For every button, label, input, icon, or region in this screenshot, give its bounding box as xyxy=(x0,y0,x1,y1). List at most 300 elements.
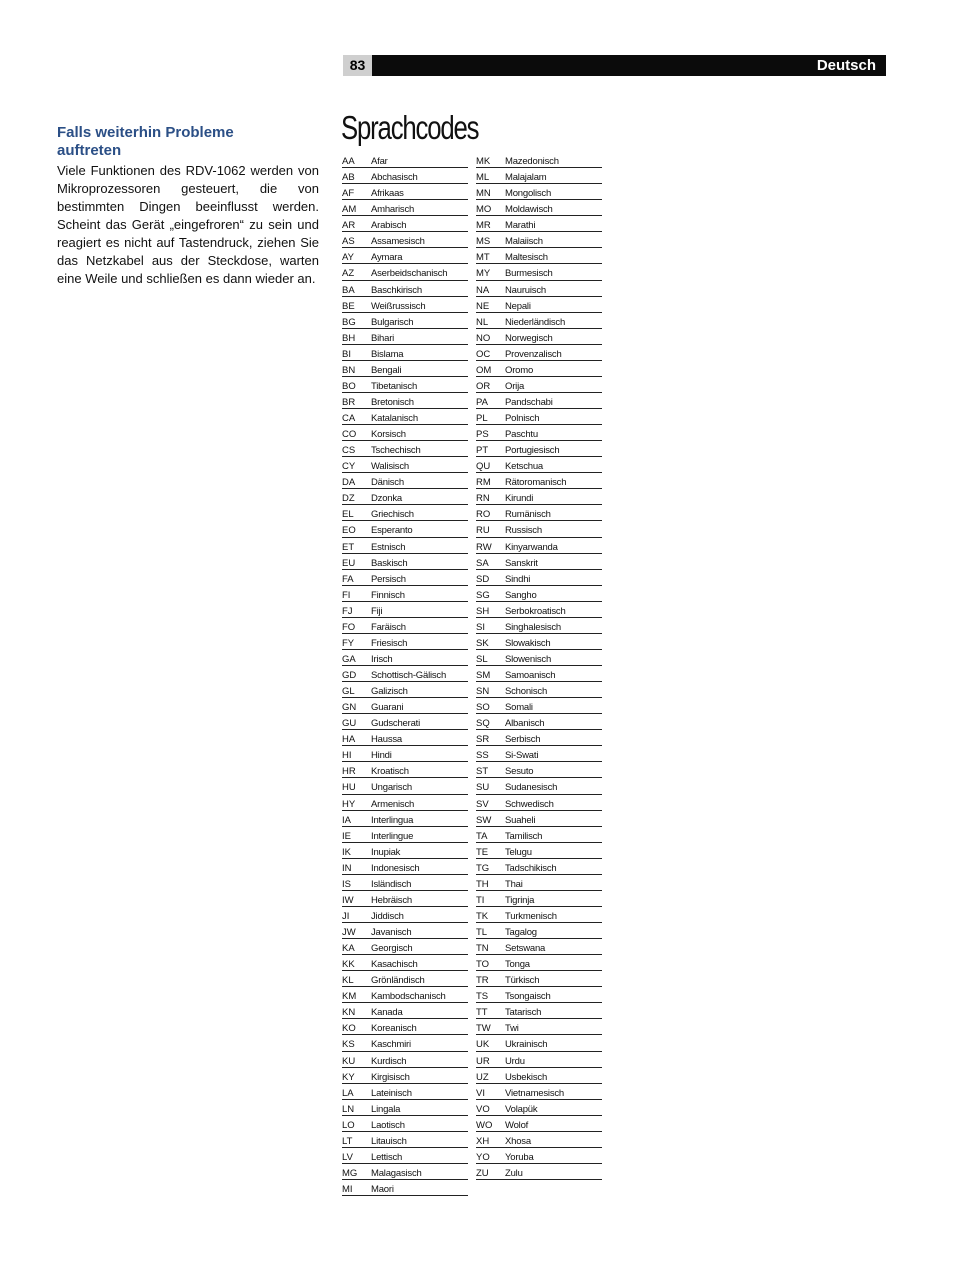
language-code: MO xyxy=(476,204,492,216)
language-code-row xyxy=(476,714,602,730)
language-name: Fiji xyxy=(371,605,383,617)
language-name: Laotisch xyxy=(371,1119,405,1131)
language-code: OR xyxy=(476,380,491,392)
language-name: Kirundi xyxy=(505,493,534,505)
language-name: Griechisch xyxy=(371,509,414,521)
language-code-row xyxy=(342,538,468,554)
language-name: Guarani xyxy=(371,702,404,714)
language-code: AA xyxy=(342,156,355,167)
language-code-row xyxy=(342,441,468,457)
language-code-row xyxy=(342,1180,468,1196)
language-name: Lingala xyxy=(371,1103,401,1115)
language-name: Thai xyxy=(505,878,523,890)
language-code-row xyxy=(342,811,468,827)
language-code: DZ xyxy=(342,493,355,505)
language-code-row xyxy=(476,682,602,698)
language-name: Zulu xyxy=(505,1167,523,1179)
language-code-row xyxy=(342,1052,468,1068)
language-code: LO xyxy=(342,1119,355,1131)
language-name: Sanskrit xyxy=(505,557,538,569)
page-title: Sprachcodes xyxy=(341,109,479,146)
language-code-row xyxy=(476,297,602,313)
language-name: Maltesisch xyxy=(505,252,548,264)
language-code-row xyxy=(342,313,468,329)
language-code-row xyxy=(342,827,468,843)
language-code-row xyxy=(476,457,602,473)
language-code: SH xyxy=(476,605,490,617)
language-code-row xyxy=(476,1084,602,1100)
language-code: CS xyxy=(342,445,356,457)
language-code-row xyxy=(342,730,468,746)
language-name: Xhosa xyxy=(505,1135,531,1147)
language-code: RM xyxy=(476,477,491,489)
language-code: SM xyxy=(476,670,491,681)
language-code: GA xyxy=(342,653,356,665)
language-code-row xyxy=(476,361,602,377)
language-name: Türkisch xyxy=(505,975,540,987)
language-name: Kaschmiri xyxy=(371,1039,411,1051)
language-code: FO xyxy=(342,621,356,633)
language-name: Finnisch xyxy=(371,589,405,601)
language-name: Slowenisch xyxy=(505,653,552,665)
language-code-row xyxy=(476,313,602,329)
language-code-row xyxy=(342,971,468,987)
language-code: SU xyxy=(476,782,490,794)
language-code: TO xyxy=(476,959,490,971)
language-name: Schottisch-Gälisch xyxy=(371,670,447,681)
language-code: IK xyxy=(342,846,351,858)
language-name: Sudanesisch xyxy=(505,782,558,794)
language-name: Yoruba xyxy=(505,1151,534,1163)
language-code: IN xyxy=(342,862,352,874)
language-code-row xyxy=(476,570,602,586)
language-code-row xyxy=(476,586,602,602)
language-name: Nauruisch xyxy=(505,284,546,296)
language-code-row xyxy=(476,730,602,746)
language-code: KK xyxy=(342,959,355,971)
language-code: KU xyxy=(342,1055,356,1067)
language-code: QU xyxy=(476,461,491,473)
language-code: NO xyxy=(476,332,491,344)
language-code: ST xyxy=(476,766,489,778)
sidebar-heading: Falls weiterhin Probleme auftreten xyxy=(57,124,234,159)
language-code-row xyxy=(476,329,602,345)
language-code-row xyxy=(342,377,468,393)
language-name: Hindi xyxy=(371,750,392,762)
language-code: OC xyxy=(476,348,491,360)
language-name: Usbekisch xyxy=(505,1071,548,1083)
language-code: SQ xyxy=(476,718,490,730)
language-name: Russisch xyxy=(505,525,542,537)
language-code-row xyxy=(476,554,602,570)
language-code: SG xyxy=(476,589,490,601)
language-name: Isländisch xyxy=(371,878,412,890)
language-name: Bulgarisch xyxy=(371,316,414,328)
language-code: AB xyxy=(342,172,355,184)
language-name: Kanada xyxy=(371,1007,403,1019)
language-code: AS xyxy=(342,236,355,248)
language-code: AF xyxy=(342,188,355,200)
language-code: JI xyxy=(342,910,350,922)
language-name: Baschkirisch xyxy=(371,284,422,296)
language-name: Vietnamesisch xyxy=(505,1087,565,1099)
language-code: MN xyxy=(476,188,491,200)
language-code-row xyxy=(476,489,602,505)
language-code: BN xyxy=(342,364,356,376)
language-name: Galizisch xyxy=(371,686,408,698)
language-code-row xyxy=(342,505,468,521)
language-code-row xyxy=(342,489,468,505)
language-name: Mazedonisch xyxy=(505,156,559,167)
language-name: Setswana xyxy=(505,943,546,955)
language-code-row xyxy=(476,634,602,650)
language-name: Dzonka xyxy=(371,493,403,505)
language-code: SK xyxy=(476,637,489,649)
language-code-row xyxy=(476,1164,602,1180)
language-code: KM xyxy=(342,991,357,1003)
language-code-row xyxy=(476,377,602,393)
language-name: Katalanisch xyxy=(371,413,418,424)
language-code-row xyxy=(476,345,602,361)
language-code-row xyxy=(476,795,602,811)
language-code-row xyxy=(342,634,468,650)
language-code: JW xyxy=(342,927,356,938)
language-name: Telugu xyxy=(505,846,532,858)
language-code-row xyxy=(342,409,468,425)
language-name: Malaiisch xyxy=(505,236,543,248)
language-code-row xyxy=(342,955,468,971)
language-code: HR xyxy=(342,766,356,778)
language-code-row xyxy=(476,618,602,634)
language-name: Kambodschanisch xyxy=(371,991,446,1003)
language-code: HA xyxy=(342,734,356,746)
language-code-row xyxy=(342,714,468,730)
language-name: Irisch xyxy=(371,653,393,665)
language-code-row xyxy=(342,570,468,586)
language-code-row xyxy=(342,361,468,377)
language-code-row xyxy=(476,505,602,521)
language-code-row xyxy=(342,184,468,200)
language-code-row xyxy=(342,602,468,618)
language-code-row xyxy=(342,248,468,264)
language-code: TA xyxy=(476,830,488,842)
language-code: MY xyxy=(476,268,491,280)
language-code-row xyxy=(476,1100,602,1116)
language-code: MG xyxy=(342,1167,358,1179)
language-name: Aymara xyxy=(371,252,403,264)
language-name: Abchasisch xyxy=(371,172,418,184)
language-name: Sindhi xyxy=(505,573,531,585)
language-code-row xyxy=(476,875,602,891)
language-code-column-2 xyxy=(476,152,602,1180)
language-code-row xyxy=(342,264,468,280)
language-code: LT xyxy=(342,1135,353,1147)
language-code-row xyxy=(476,602,602,618)
language-code: SR xyxy=(476,734,490,746)
language-name: Sangho xyxy=(505,589,537,601)
language-code-row xyxy=(342,891,468,907)
language-name: Ukrainisch xyxy=(505,1039,548,1051)
language-code-row xyxy=(476,666,602,682)
language-code: VI xyxy=(476,1087,485,1099)
language-code: MS xyxy=(476,236,491,248)
language-code-row xyxy=(342,650,468,666)
language-name: Kroatisch xyxy=(371,766,409,778)
language-code: DA xyxy=(342,477,356,489)
language-code-row xyxy=(476,778,602,794)
language-code-row xyxy=(342,1116,468,1132)
language-code-row xyxy=(342,232,468,248)
language-name: Turkmenisch xyxy=(505,910,557,922)
language-code-row xyxy=(476,393,602,409)
language-name: Tonga xyxy=(505,959,530,971)
language-code-row xyxy=(476,650,602,666)
language-name: Twi xyxy=(505,1023,519,1035)
language-code: BE xyxy=(342,300,355,312)
language-name: Amharisch xyxy=(371,204,415,216)
language-code-row xyxy=(342,1035,468,1051)
language-code: IS xyxy=(342,878,351,890)
language-name: Litauisch xyxy=(371,1135,407,1147)
language-name: Kinyarwanda xyxy=(505,541,558,553)
language-code-row xyxy=(476,1132,602,1148)
language-code: YO xyxy=(476,1151,490,1163)
language-code-row xyxy=(342,216,468,232)
language-name: Orija xyxy=(505,380,525,392)
language-name: Ketschua xyxy=(505,461,544,473)
language-name: Burmesisch xyxy=(505,268,553,280)
language-code-row xyxy=(342,795,468,811)
language-code-row xyxy=(342,843,468,859)
language-code-row xyxy=(342,152,468,168)
language-code-row xyxy=(476,1003,602,1019)
language-code-row xyxy=(476,264,602,280)
language-code: GN xyxy=(342,702,357,714)
language-code-row xyxy=(342,1084,468,1100)
language-name: Gudscherati xyxy=(371,718,421,730)
language-name: Kurdisch xyxy=(371,1055,407,1067)
language-code: KO xyxy=(342,1023,356,1035)
language-code: MR xyxy=(476,220,491,232)
header-bar xyxy=(343,55,886,76)
language-name: Esperanto xyxy=(371,525,413,537)
language-code: BA xyxy=(342,284,355,296)
language-name: Koreanisch xyxy=(371,1023,417,1035)
sidebar-body xyxy=(57,162,319,288)
language-name: Volapük xyxy=(505,1103,538,1115)
language-name: Bislama xyxy=(371,348,404,360)
language-code: KY xyxy=(342,1071,355,1083)
page-number: 83 xyxy=(343,55,372,76)
language-code-row xyxy=(476,538,602,554)
language-code: LN xyxy=(342,1103,355,1115)
language-code-row xyxy=(342,586,468,602)
language-name: Afar xyxy=(371,156,388,167)
language-code: MI xyxy=(342,1184,353,1195)
language-name: Marathi xyxy=(505,220,536,232)
language-name: Nepali xyxy=(505,300,531,312)
language-code-row xyxy=(342,859,468,875)
language-code: SL xyxy=(476,653,488,665)
language-code-row xyxy=(342,762,468,778)
language-code: IW xyxy=(342,894,354,906)
language-code-row xyxy=(342,1148,468,1164)
language-code-row xyxy=(342,329,468,345)
language-code-row xyxy=(476,811,602,827)
language-code-row xyxy=(476,1068,602,1084)
language-code-row xyxy=(476,184,602,200)
language-code: SS xyxy=(476,750,489,762)
language-code: SD xyxy=(476,573,490,585)
language-name: Schonisch xyxy=(505,686,548,698)
language-code: TI xyxy=(476,894,485,906)
language-code: FJ xyxy=(342,605,353,617)
language-code: IE xyxy=(342,830,351,842)
language-code: BG xyxy=(342,316,356,328)
language-code: BH xyxy=(342,332,356,344)
language-name: Rumänisch xyxy=(505,509,551,521)
language-code: TT xyxy=(476,1007,488,1019)
language-name: Baskisch xyxy=(371,557,408,569)
language-code: SN xyxy=(476,686,490,698)
language-name: Wolof xyxy=(505,1119,529,1131)
language-name: Friesisch xyxy=(371,637,408,649)
language-code: RN xyxy=(476,493,490,505)
language-name: Norwegisch xyxy=(505,332,553,344)
language-code-row xyxy=(342,1132,468,1148)
sidebar-paragraph: Viele Funktionen des RDV-1062 werden von Mikroprozessoren gesteuert, die von bestimmten Dingen beeinflusst werden. Scheint das Gerät „eingefroren“ zu sein und reagiert es nicht auf Tastendruck, ziehen Sie das Netzkabel aus der Steckdose, warten eine Weile und schließen es dann wieder an. xyxy=(57,163,319,286)
language-name: Urdu xyxy=(505,1055,525,1067)
language-name: Haussa xyxy=(371,734,403,746)
language-code-row xyxy=(476,200,602,216)
language-code: IA xyxy=(342,814,351,826)
language-code-row xyxy=(342,168,468,184)
language-code: GL xyxy=(342,686,355,698)
language-code: TR xyxy=(476,975,489,987)
language-name: Tadschikisch xyxy=(505,862,557,874)
language-code-row xyxy=(342,907,468,923)
language-code: NL xyxy=(476,316,489,328)
language-name: Lettisch xyxy=(371,1151,403,1163)
language-code: VO xyxy=(476,1103,490,1115)
language-name: Ungarisch xyxy=(371,782,412,794)
language-name: Moldawisch xyxy=(505,204,553,216)
language-code: NA xyxy=(476,284,490,296)
language-code: TL xyxy=(476,927,488,938)
language-code-row xyxy=(476,168,602,184)
language-code: LV xyxy=(342,1151,353,1163)
language-code: FY xyxy=(342,637,355,649)
language-code-row xyxy=(476,473,602,489)
language-code: MT xyxy=(476,252,490,264)
language-code: TE xyxy=(476,846,489,858)
language-code-row xyxy=(342,682,468,698)
language-code-row xyxy=(342,875,468,891)
language-name: Kasachisch xyxy=(371,959,418,971)
language-code: HU xyxy=(342,782,356,794)
language-code-row xyxy=(476,521,602,537)
language-code: HI xyxy=(342,750,352,762)
language-name: Mongolisch xyxy=(505,188,552,200)
language-code: SA xyxy=(476,557,489,569)
language-code-row xyxy=(342,297,468,313)
language-name: Interlingue xyxy=(371,830,414,842)
language-code: EL xyxy=(342,509,354,521)
language-code: KL xyxy=(342,975,354,987)
language-code-row xyxy=(476,409,602,425)
language-code: XH xyxy=(476,1135,490,1147)
language-code-row xyxy=(476,1035,602,1051)
language-code: AR xyxy=(342,220,356,232)
language-name: Assamesisch xyxy=(371,236,425,248)
language-code-row xyxy=(476,762,602,778)
language-code: EU xyxy=(342,557,356,569)
language-code: TG xyxy=(476,862,490,874)
language-code-row xyxy=(476,232,602,248)
language-name: Inupiak xyxy=(371,846,401,858)
language-name: Kirgisisch xyxy=(371,1071,410,1083)
language-name: Paschtu xyxy=(505,429,538,441)
language-code-row xyxy=(342,1003,468,1019)
language-code: AM xyxy=(342,204,357,216)
language-code-row xyxy=(342,345,468,361)
language-code-row xyxy=(342,1019,468,1035)
language-code-row xyxy=(342,923,468,939)
language-name: Grönländisch xyxy=(371,975,425,987)
language-code-row xyxy=(476,698,602,714)
language-name: Malagasisch xyxy=(371,1167,422,1179)
language-code-row xyxy=(476,843,602,859)
language-name: Serbisch xyxy=(505,734,541,746)
language-name: Afrikaas xyxy=(371,188,404,200)
language-name: Georgisch xyxy=(371,943,413,955)
language-code: TH xyxy=(476,878,489,890)
language-name: Bihari xyxy=(371,332,395,344)
language-name: Somali xyxy=(505,702,533,714)
language-code-row xyxy=(476,152,602,168)
language-code: OM xyxy=(476,364,492,376)
language-code: UZ xyxy=(476,1071,489,1083)
language-name: Interlingua xyxy=(371,814,414,826)
language-code-row xyxy=(476,1052,602,1068)
language-code: EO xyxy=(342,525,356,537)
language-name: Maori xyxy=(371,1184,394,1195)
language-name: Bengali xyxy=(371,364,402,376)
language-code-row xyxy=(476,939,602,955)
language-code-row xyxy=(342,393,468,409)
language-name: Lateinisch xyxy=(371,1087,412,1099)
language-code-row xyxy=(342,554,468,570)
language-name: Weißrussisch xyxy=(371,300,426,312)
language-code: FA xyxy=(342,573,354,585)
language-code-row xyxy=(342,939,468,955)
language-code: CO xyxy=(342,429,357,441)
language-code: SV xyxy=(476,798,489,810)
language-name: Walisisch xyxy=(371,461,409,473)
language-code-row xyxy=(476,441,602,457)
language-code: RU xyxy=(476,525,490,537)
language-code: TN xyxy=(476,943,489,955)
language-name: Tatarisch xyxy=(505,1007,542,1019)
language-code: PL xyxy=(476,413,488,424)
language-code-row xyxy=(476,955,602,971)
language-code-row xyxy=(476,1019,602,1035)
language-code: RW xyxy=(476,541,492,553)
language-code: KN xyxy=(342,1007,356,1019)
language-code-column-1 xyxy=(342,152,468,1196)
language-name: Tagalog xyxy=(505,927,537,938)
language-code-row xyxy=(342,746,468,762)
